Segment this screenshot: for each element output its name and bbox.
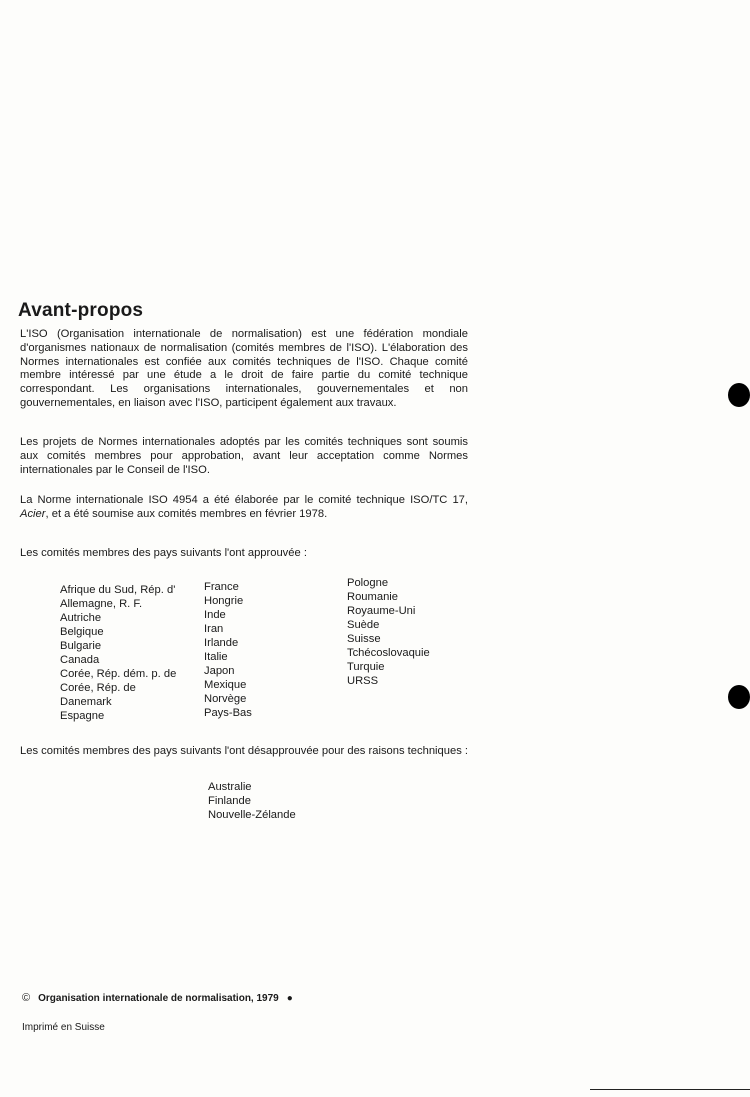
country-item: Finlande	[208, 795, 251, 807]
country-item: Hongrie	[204, 595, 244, 607]
country-item: Allemagne, R. F.	[60, 598, 143, 610]
disapproved-countries-list	[208, 780, 296, 822]
paragraph-draft-standards: Les projets de Normes internationales adoptés par les comités techniques sont soumis aux comités membres pour approbation, avant leur acceptation comme Normes internationales par le Conseil de l'ISO.	[20, 436, 468, 476]
approved-countries-column-2	[204, 580, 252, 720]
country-item: Inde	[204, 609, 226, 621]
country-item: Belgique	[60, 626, 104, 638]
country-item: Royaume-Uni	[347, 605, 416, 617]
country-item: Tchécoslovaquie	[347, 647, 430, 659]
page-title: Avant-propos	[18, 300, 144, 321]
approved-countries-column-3	[347, 576, 430, 688]
country-item: Australie	[208, 781, 252, 793]
punch-hole-icon	[728, 685, 750, 709]
bullet-icon: ●	[286, 993, 293, 1004]
paragraph-iso-4954	[20, 494, 468, 522]
approved-countries-column-1	[60, 583, 176, 723]
country-item: France	[204, 581, 239, 593]
country-item: Roumanie	[347, 591, 398, 603]
country-item: Pologne	[347, 577, 389, 589]
country-item: Mexique	[204, 679, 247, 691]
country-item: Pays-Bas	[204, 707, 252, 719]
page-edge-line	[590, 1089, 750, 1090]
paragraph-disapproved-intro: Les comités membres des pays suivants l'ont désapprouvée pour des raisons techniques :	[20, 745, 469, 757]
country-item: Suisse	[347, 633, 381, 645]
country-item: Autriche	[60, 612, 102, 624]
country-item: Espagne	[60, 710, 105, 722]
country-item: Norvège	[204, 693, 247, 705]
country-item: Bulgarie	[60, 640, 102, 652]
country-item: Turquie	[347, 661, 385, 673]
copyright-text: Organisation internationale de normalisation, 1979	[38, 993, 279, 1004]
country-item: Japon	[204, 665, 235, 677]
country-item: Afrique du Sud, Rép. d'	[60, 584, 176, 596]
punch-hole-icon	[728, 383, 750, 407]
country-item: Canada	[60, 654, 100, 666]
country-item: Irlande	[204, 637, 239, 649]
country-item: Danemark	[60, 696, 112, 708]
country-item: Italie	[204, 651, 228, 663]
country-item: Corée, Rép. dém. p. de	[60, 668, 177, 680]
country-item: Suède	[347, 619, 380, 631]
paragraph-iso-4954-end: , et a été soumise aux comités membres en février 1978.	[45, 507, 328, 520]
paragraph-iso-intro: L'ISO (Organisation internationale de normalisation) est une fédération mondiale d'organismes nationaux de normalisation (comités membres de l'ISO). L'élaboration des Normes internationales est confiée aux comités techniques de l'ISO. Chaque comité membre intéressé par une étude a le droit de faire partie du comité technique correspondant. Les organisations internationales, gouvernementales et non gouvernementales, en liaison avec l'ISO, participent également aux travaux.	[20, 328, 468, 409]
printed-in-note: Imprimé en Suisse	[22, 1022, 105, 1033]
committee-name-italic: Acier	[20, 507, 46, 520]
country-item: Nouvelle-Zélande	[208, 809, 296, 821]
copyright-line	[22, 992, 293, 1004]
country-item: Corée, Rép. de	[60, 682, 136, 694]
paragraph-approved-intro: Les comités membres des pays suivants l'ont approuvée :	[20, 547, 307, 559]
country-item: Iran	[204, 623, 224, 635]
paragraph-iso-4954-start: La Norme internationale ISO 4954 a été élaborée par le comité technique ISO/TC 17,	[20, 494, 468, 506]
copyright-symbol: ©	[22, 992, 31, 1004]
country-item: URSS	[347, 675, 379, 687]
